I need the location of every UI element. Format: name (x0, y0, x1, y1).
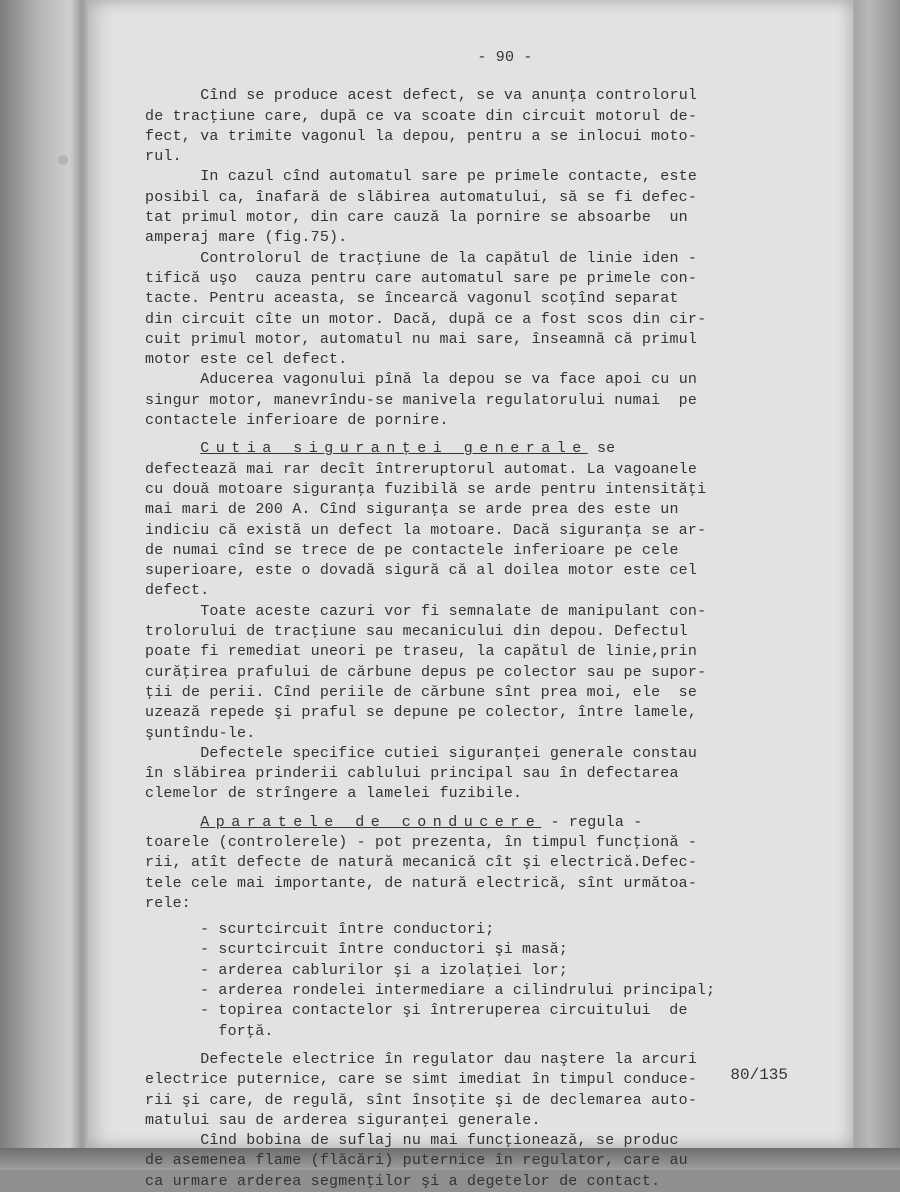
page-number: - 90 - (477, 49, 533, 66)
paragraph: Controlorul de tracţiune de la capătul de linie iden - tifică uşo cauza pentru care automatul sare pe primele con- tacte. Pentru aceasta, se încearcă vagonul scoţînd separat din circuit cîte un motor. Dacă, după ce a fost scos din cir- cuit primul motor, automatul nu mai sare, înseamnă că primul motor este cel defect. (145, 249, 707, 369)
list-item: - scurtcircuit între conductori şi masă; (200, 941, 569, 959)
paragraph: Defectele specifice cutiei siguranţei generale constau în slăbirea prinderii cablului principal sau în defectarea clemelor de strîngere a lamelei fuzibile. (145, 744, 698, 803)
defect-list (145, 920, 805, 1042)
list-item: - arderea rondelei intermediare a cilindrului principal; (200, 982, 716, 1000)
paragraph: toarele (controlerele) - pot prezenta, în timpul funcţionă - rii, atît defecte de natură mecanică cît şi electrică.Defec- tele cele mai importante, de natură electrică, sînt următoa- rele: (145, 833, 698, 912)
paragraph: In cazul cînd automatul sare pe primele contacte, este posibil ca, înafară de slăbirea automatului, să se fi defec- tat primul motor, din care cauză la pornire se absoarbe un amperaj mare (fig.75). (145, 168, 698, 247)
section-heading-line: Cutia siguranţei generale se (200, 440, 616, 458)
paragraph: defectează mai rar decît întreruptorul automat. La vagoanele cu două motoare siguranţa fuzibilă se arde pentru intensităţi mai mari de 200 A. Cînd siguranţa se arde prea des este un indiciu că există un defect la motoare. Dacă siguranţa se ar- de numai cînd se trece de pe contactele inferioare pe cele superioare, este o dovadă sigură că al doilea motor este cel defect. (145, 460, 707, 600)
section-heading: Aparatele de conducere (200, 813, 542, 831)
paragraph: Toate aceste cazuri vor fi semnalate de manipulant con- trolorului de tracţiune sau mecanicului din depou. Defectul poate fi remediat uneori pe traseu, la capătul de linie,prin curăţirea prafului de cărbune depus pe colector sau pe supor- ţii de perii. Cînd periile de cărbune sînt prea moi, ele se uzează repede şi praful se depune pe colector, între lamele, şuntîndu-le. (145, 602, 707, 742)
page-text (145, 48, 805, 1192)
section-heading: Cutia siguranţei generale (200, 440, 588, 458)
section-heading-line: Aparatele de conducere - regula - (200, 813, 643, 831)
punch-hole (58, 155, 68, 165)
list-item: - topirea contactelor şi întreruperea circuitului de forţă. (200, 1002, 688, 1040)
paragraph: Defectele electrice în regulator dau naştere la arcuri electrice puternice, care se simt imediat în timpul conduce- rii şi care, de regulă, sînt însoţite şi de declemarea auto- matului sau de arderea siguranţei generale. (145, 1050, 698, 1129)
paragraph: Cînd bobina de suflaj nu mai funcţionează, se produc de asemenea flame (flăcări) puternice în regulator, care au ca urmare arderea segmenţilor şi a degetelor de contact. (145, 1132, 688, 1190)
list-item: - scurtcircuit între conductori; (200, 921, 495, 939)
paragraph: Aducerea vagonului pînă la depou se va face apoi cu un singur motor, manevrîndu-se manivela regulatorului numai pe contactele inferioare de pornire. (145, 371, 698, 430)
paragraph: Cînd se produce acest defect, se va anunţa controlorul de tracţiune care, după ce va scoate din circuit motorul de- fect, va trimite vagonul la depou, pentru a se inlocui moto- rul. (145, 87, 698, 166)
page-footer: 80/135 (730, 1066, 788, 1084)
list-item: - arderea cablurilor şi a izolaţiei lor; (200, 961, 569, 979)
